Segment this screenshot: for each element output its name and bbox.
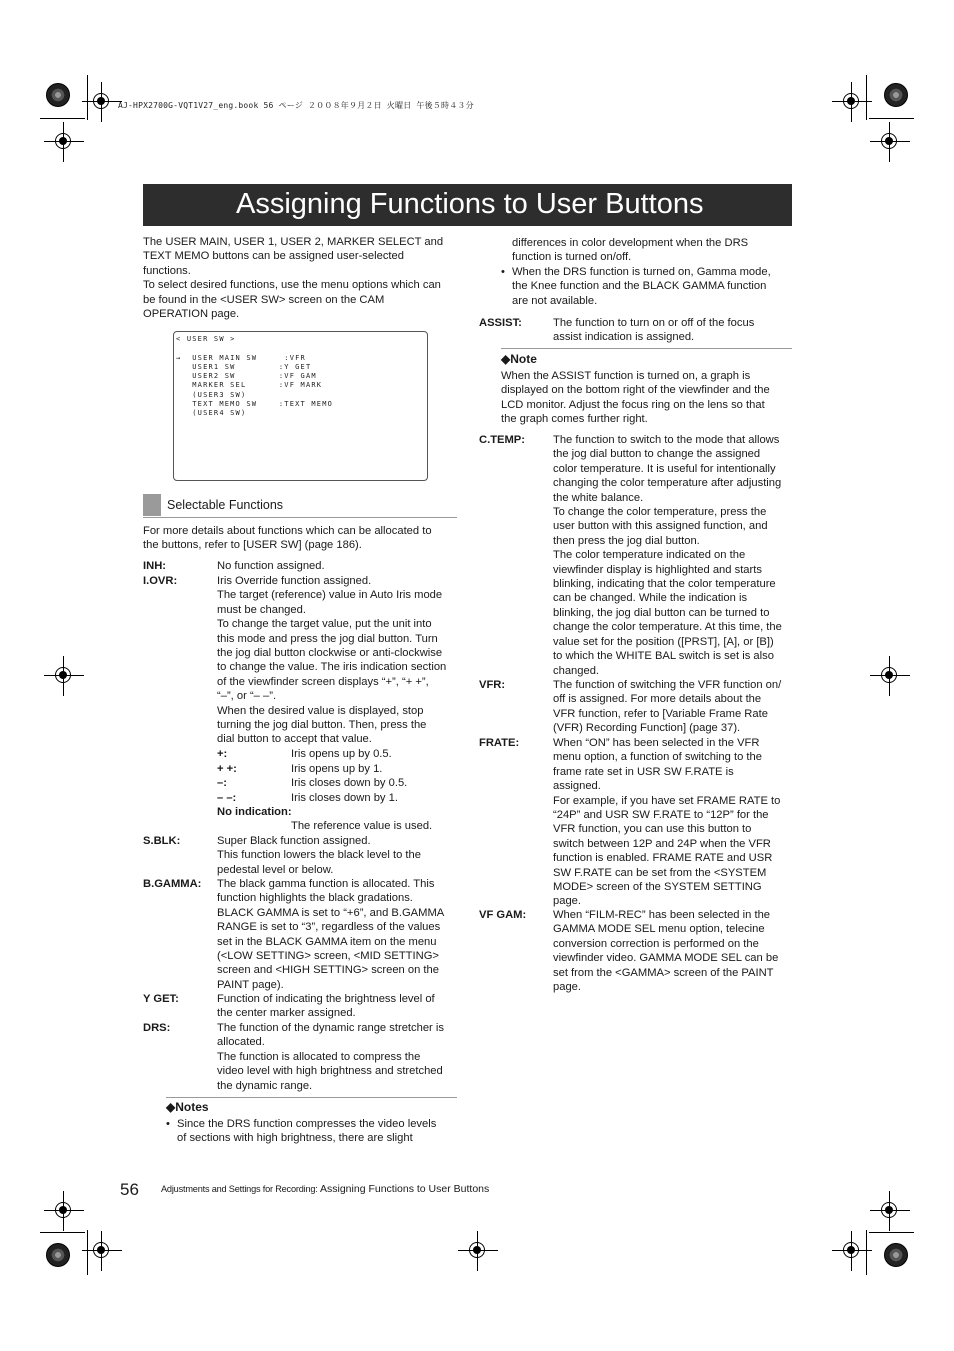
- notes-continued: differences in color development when the DRS function is turned on/off.: [512, 237, 749, 264]
- term-iovr: I.OVR:: [143, 575, 178, 587]
- bullet-icon: •: [166, 1118, 170, 1130]
- crosshair-icon: [93, 1242, 109, 1258]
- intro-paragraph: The USER MAIN, USER 1, USER 2, MARKER SELECT and TEXT MEMO buttons can be assigned user-selected functions. To select desired functions, use the menu options which can be found in the <USER SW> screen on the CAM OPERATION page.: [143, 236, 444, 321]
- registration-disc-icon: [46, 83, 70, 107]
- term-drs: DRS:: [143, 1022, 171, 1034]
- notes-rule: [166, 1097, 457, 1098]
- iris-key: +:: [217, 748, 228, 760]
- desc-frate: When “ON” has been selected in the VFR menu option, a function of switching to the frame rate set in USR SW F.RATE is assigned. For example, if you have set FRAME RATE to “24P” and USR SW F.RATE to “12P” for the VFR function, you can use this button to switch between 12P and 24P when the VFR function is enabled. FRAME RATE and USR SW F.RATE can be set from the <SYSTEM MODE> screen of the SYSTEM SETTING page.: [553, 737, 781, 908]
- term-bgamma: B.GAMMA:: [143, 878, 202, 890]
- desc-vfgam: When “FILM-REC” has been selected in the GAMMA MODE SEL menu option, telecine conversion correction is performed on the viewfinder video. GAMMA MODE SEL can be set from the <GAMMA> screen of the PAINT page.: [553, 909, 779, 994]
- registration-disc-icon: [884, 1243, 908, 1267]
- registration-disc-icon: [46, 1243, 70, 1267]
- footer-topic: Assigning Functions to User Buttons: [320, 1183, 490, 1195]
- notes-heading: ◆Notes: [166, 1100, 209, 1114]
- desc-bgamma: The black gamma function is allocated. This function highlights the black gradations. BLACK GAMMA is set to “+6”, and B.GAMMA RANGE is set to “3”, regardless of the values set in the BLACK GAMMA item on the menu (<LOW SETTING> screen, <MID SETTING> screen and <HIGH SETTING> screen on the PAINT page).: [217, 878, 445, 991]
- menu-screen: [173, 331, 428, 481]
- iris-value: Iris opens up by 0.5.: [291, 748, 392, 760]
- crosshair-icon: [93, 93, 109, 109]
- crosshair-icon: [843, 93, 859, 109]
- term-assist: ASSIST:: [479, 317, 522, 329]
- iris-value: Iris closes down by 0.5.: [291, 777, 408, 789]
- term-vfgam: VF GAM:: [479, 909, 527, 921]
- term-frate: FRATE:: [479, 737, 520, 749]
- bullet-icon: •: [501, 266, 505, 278]
- iris-value: Iris closes down by 1.: [291, 792, 398, 804]
- desc-yget: Function of indicating the brightness level of the center marker assigned.: [217, 993, 435, 1020]
- desc-vfr: The function of switching the VFR function on/ off is assigned. For more details about the VFR function, refer to [Variable Frame Rate (VFR) Recording Function] (page 37).: [553, 679, 782, 735]
- desc-ctemp: The function to switch to the mode that allows the jog dial button to change the assigned color temperature. It is useful for intentionally changing the color temperature after adjusting the white balance. To change the color temperature, press the user button with this assigned function, and then press the jog dial button. The color temperature indicated on the viewfinder display is highlighted and starts blinking, indicating that the color temperature can be changed. While the indication is blinking, the jog dial button can be turned to change the color temperature. At this time, the value set for the position ([PRST], [A], or [B]) to which the WHITE BAL switch is set is also changed.: [553, 434, 782, 677]
- term-vfr: VFR:: [479, 679, 506, 691]
- page-title: Assigning Functions to User Buttons: [236, 188, 704, 220]
- no-indication-key: No indication:: [217, 806, 292, 818]
- crosshair-icon: [469, 1242, 485, 1258]
- iris-value: Iris opens up by 1.: [291, 763, 383, 775]
- desc-assist: The function to turn on or off of the focus assist indication is assigned.: [553, 317, 755, 344]
- crosshair-icon: [843, 1242, 859, 1258]
- file-info: AJ-HPX2700G-VQT1V27_eng.book 56 ページ ２００８年９月２日 火曜日 午後５時４３分: [118, 101, 474, 110]
- term-sblk: S.BLK:: [143, 835, 181, 847]
- desc-iovr: Iris Override function assigned. The target (reference) value in Auto Iris mode must be changed. To change the target value, put the unit into this mode and press the jog dial button. Turn the jog dial button clockwise or anti-clockwise to change the value. The iris indication section of the viewfinder screen displays “+”, “+ +”, “–”, or “– –”. When the desired value is displayed, stop turning the jog dial button. Then, press the dial button to accept that value.: [217, 575, 447, 746]
- title-bar: [143, 184, 792, 226]
- desc-sblk: Super Black function assigned. This function lowers the black level to the pedestal level or below.: [217, 835, 421, 876]
- term-ctemp: C.TEMP:: [479, 434, 525, 446]
- crosshair-icon: [55, 133, 71, 149]
- term-yget: Y GET:: [143, 993, 179, 1005]
- iris-key: –:: [217, 777, 227, 789]
- crosshair-icon: [55, 667, 71, 683]
- footer-breadcrumb: [161, 1183, 489, 1196]
- registration-disc-icon: [884, 83, 908, 107]
- page-number: 56: [120, 1180, 139, 1199]
- menu-screen-text: < USER SW > → USER MAIN SW :VFR USER1 SW :Y GET USER2 SW :VF GAM MARKER SEL :VF MARK (USER3 SW) TEXT MEMO SW :TEXT MEMO (USER4 SW): [176, 335, 334, 418]
- crosshair-icon: [55, 1202, 71, 1218]
- note-text: When the ASSIST function is turned on, a graph is displayed on the bottom right of the viewfinder and the LCD monitor. Adjust the focus ring on the lens so that the graph comes further right.: [501, 370, 770, 426]
- crosshair-icon: [881, 667, 897, 683]
- footer-section: Adjustments and Settings for Recording:: [161, 1184, 318, 1194]
- crosshair-icon: [881, 133, 897, 149]
- iris-key: + +:: [217, 763, 237, 775]
- section-heading: Selectable Functions: [143, 494, 457, 518]
- note-heading: ◆Note: [501, 352, 537, 366]
- notes-text: Since the DRS function compresses the video levels of sections with high brightness, there are slight: [177, 1118, 437, 1145]
- section-marker-icon: [143, 494, 161, 516]
- crosshair-icon: [881, 1202, 897, 1218]
- iris-key: – –:: [217, 792, 237, 804]
- note-rule: [501, 348, 792, 349]
- no-indication-value: The reference value is used.: [291, 820, 433, 832]
- section-intro: For more details about functions which can be allocated to the buttons, refer to [USER SW] (page 186).: [143, 525, 432, 552]
- desc-inh: No function assigned.: [217, 560, 325, 572]
- desc-drs: The function of the dynamic range stretcher is allocated. The function is allocated to compress the video level with high brightness and stretched the dynamic range.: [217, 1022, 444, 1092]
- notes-bullet-text: When the DRS function is turned on, Gamma mode, the Knee function and the BLACK GAMMA function are not available.: [512, 266, 771, 307]
- term-inh: INH:: [143, 560, 166, 572]
